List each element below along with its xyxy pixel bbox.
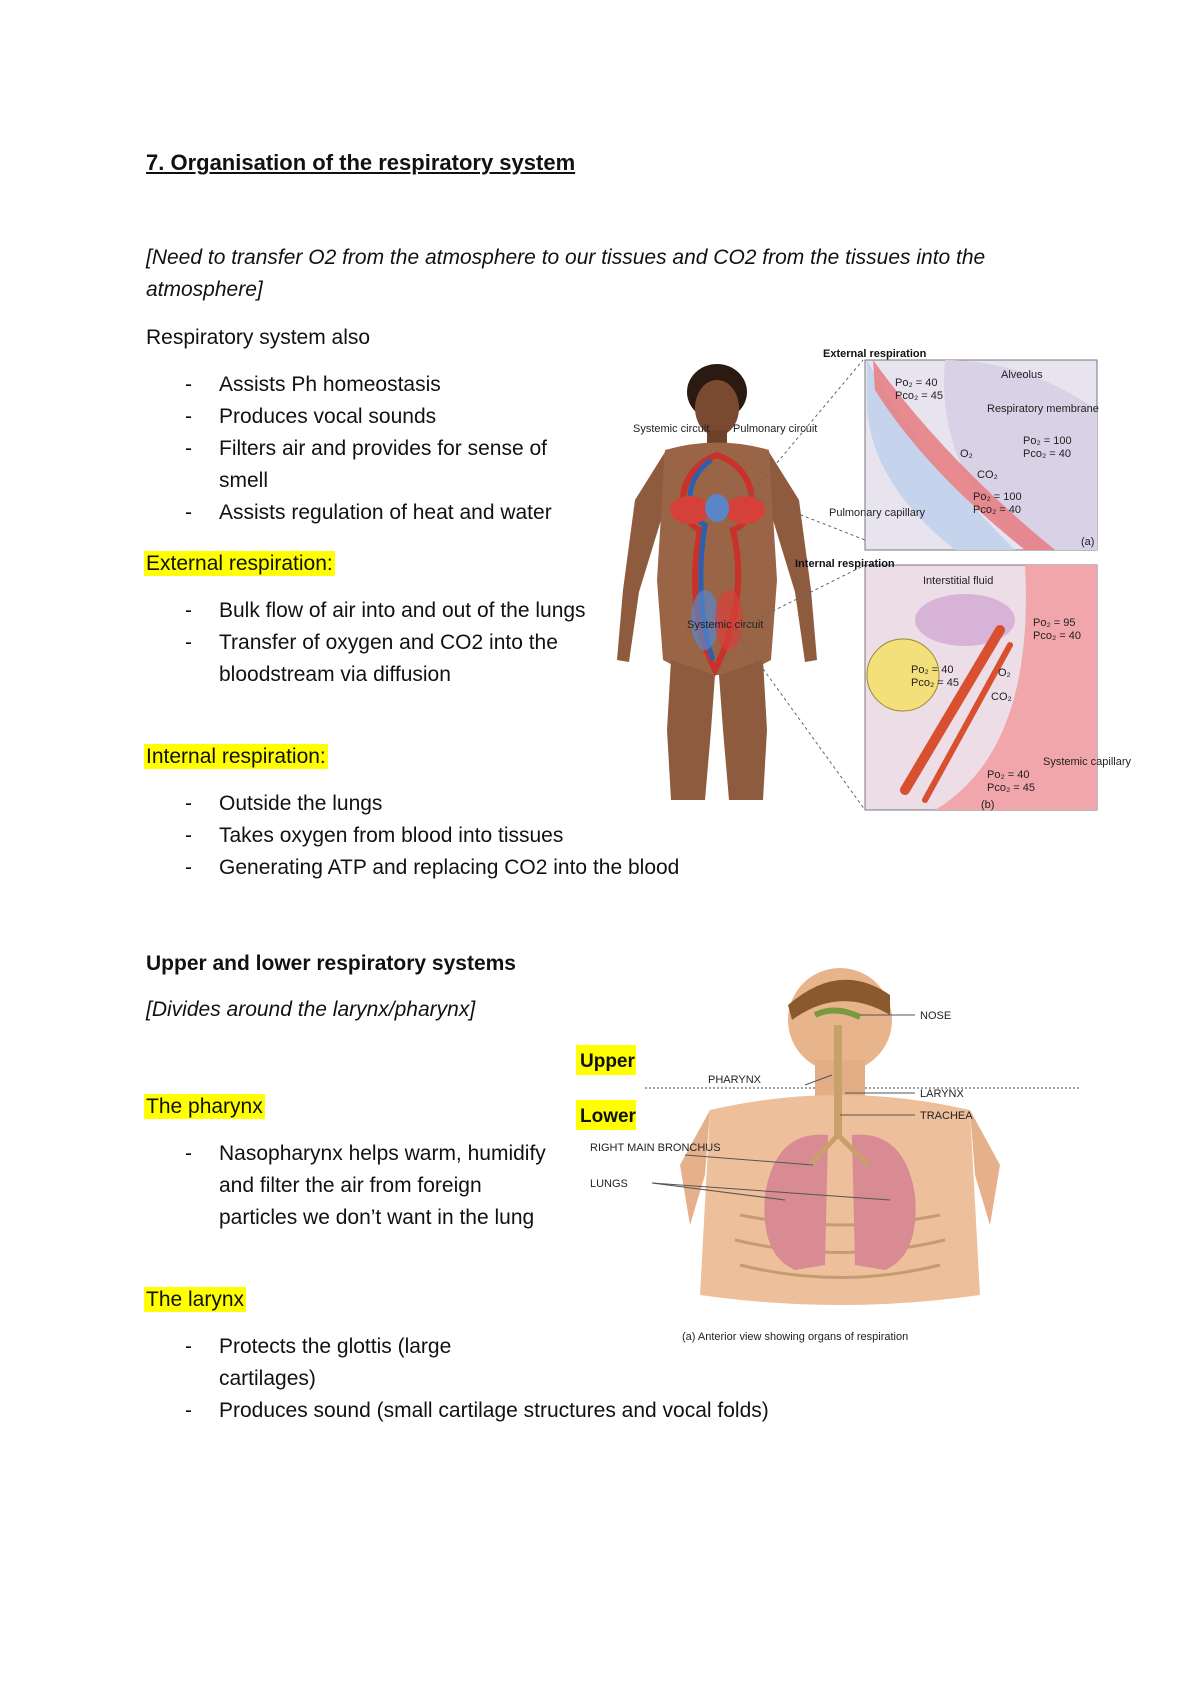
respiratory-membrane-label: Respiratory membrane	[987, 403, 1099, 415]
interstitial-fluid-label: Interstitial fluid	[923, 575, 994, 587]
systemic-capillary-label: Systemic capillary	[1043, 756, 1132, 768]
pulmonary-capillary-label: Pulmonary capillary	[829, 507, 925, 519]
list-item: - Takes oxygen from blood into tissues	[146, 820, 846, 852]
trachea-label: TRACHEA	[920, 1110, 973, 1122]
figure-caption: (a) Anterior view showing organs of respiration	[682, 1331, 909, 1343]
po2-40-venous-label: Po₂ = 40	[987, 769, 1030, 781]
po2-40-label: Po₂ = 40	[895, 377, 938, 389]
respiration-diagram	[605, 330, 1132, 815]
list-item: - Outside the lungs	[146, 788, 846, 820]
co2-label-b: CO₂	[991, 691, 1012, 703]
lower-label: Lower	[580, 1106, 636, 1127]
respiratory-anatomy-figure	[570, 965, 1090, 1350]
internal-respiration-label: Internal respiration	[795, 558, 895, 570]
list-item: - Transfer of oxygen and CO2 into the bloodstream via diffusion	[146, 627, 586, 691]
co2-label: CO₂	[977, 469, 998, 481]
page-title: 7. Organisation of the respiratory system	[146, 150, 576, 175]
list-item: - Protects the glottis (large cartilages)	[146, 1331, 479, 1395]
section2-heading: Upper and lower respiratory systems	[146, 952, 516, 975]
o2-label: O₂	[960, 448, 973, 460]
external-respiration-label: External respiration	[823, 348, 927, 360]
systemic-circuit-lower-label: Systemic circuit	[687, 619, 764, 631]
list-item: - Produces vocal sounds	[146, 401, 591, 433]
alveolus-label: Alveolus	[1001, 369, 1043, 381]
pco2-45-tissue-label: Pco₂ = 45	[911, 677, 959, 689]
torso-illustration	[680, 968, 1000, 1305]
lungs-label: LUNGS	[590, 1178, 628, 1190]
pco2-45-label: Pco₂ = 45	[895, 390, 943, 402]
right-main-bronchus-label: RIGHT MAIN BRONCHUS	[590, 1142, 721, 1154]
po2-100-capillary-label: Po₂ = 100	[973, 491, 1022, 503]
also-list	[146, 369, 591, 529]
list-item: - Generating ATP and replacing CO2 into the blood	[146, 852, 846, 884]
pharynx-list	[146, 1138, 556, 1234]
pulmonary-circuit-label: Pulmonary circuit	[733, 423, 818, 435]
upper-label: Upper	[580, 1051, 635, 1072]
section2-note: [Divides around the larynx/pharynx]	[146, 998, 476, 1021]
po2-40-tissue-label: Po₂ = 40	[911, 664, 954, 676]
external-list	[146, 595, 586, 691]
list-item: - Assists regulation of heat and water	[146, 497, 591, 529]
internal-respiration-panel	[865, 565, 1097, 810]
list-item: - Produces sound (small cartilage structures and vocal folds)	[146, 1395, 846, 1427]
po2-95-label: Po₂ = 95	[1033, 617, 1076, 629]
systemic-circuit-label: Systemic circuit	[633, 423, 710, 435]
internal-respiration-heading: Internal respiration:	[146, 745, 326, 768]
po2-100-label: Po₂ = 100	[1023, 435, 1072, 447]
panel-b-label: (b)	[981, 799, 995, 811]
pco2-40-label: Pco₂ = 40	[1023, 448, 1071, 460]
larynx-heading: The larynx	[146, 1288, 245, 1311]
list-item: - Bulk flow of air into and out of the lungs	[146, 595, 586, 627]
pco2-40-systemic-label: Pco₂ = 40	[1033, 630, 1081, 642]
pharynx-label: PHARYNX	[708, 1074, 761, 1086]
panel-a-label: (a)	[1081, 536, 1095, 548]
pco2-40-capillary-label: Pco₂ = 40	[973, 504, 1021, 516]
also-heading: Respiratory system also	[146, 326, 371, 349]
section-note: [Need to transfer O2 from the atmosphere to our tissues and CO2 from the tissues into the atmosphere]	[146, 246, 986, 301]
list-item: - Nasopharynx helps warm, humidify and filter the air from foreign particles we don’t want in the lung	[146, 1138, 556, 1234]
list-item: - Assists Ph homeostasis	[146, 369, 591, 401]
pco2-45-venous-label: Pco₂ = 45	[987, 782, 1035, 794]
external-respiration-heading: External respiration:	[146, 552, 333, 575]
pharynx-heading: The pharynx	[146, 1095, 263, 1118]
nose-label: NOSE	[920, 1010, 952, 1022]
larynx-label: LARYNX	[920, 1088, 964, 1100]
o2-label-b: O₂	[998, 667, 1011, 679]
list-item: - Filters air and provides for sense of smell	[146, 433, 591, 497]
